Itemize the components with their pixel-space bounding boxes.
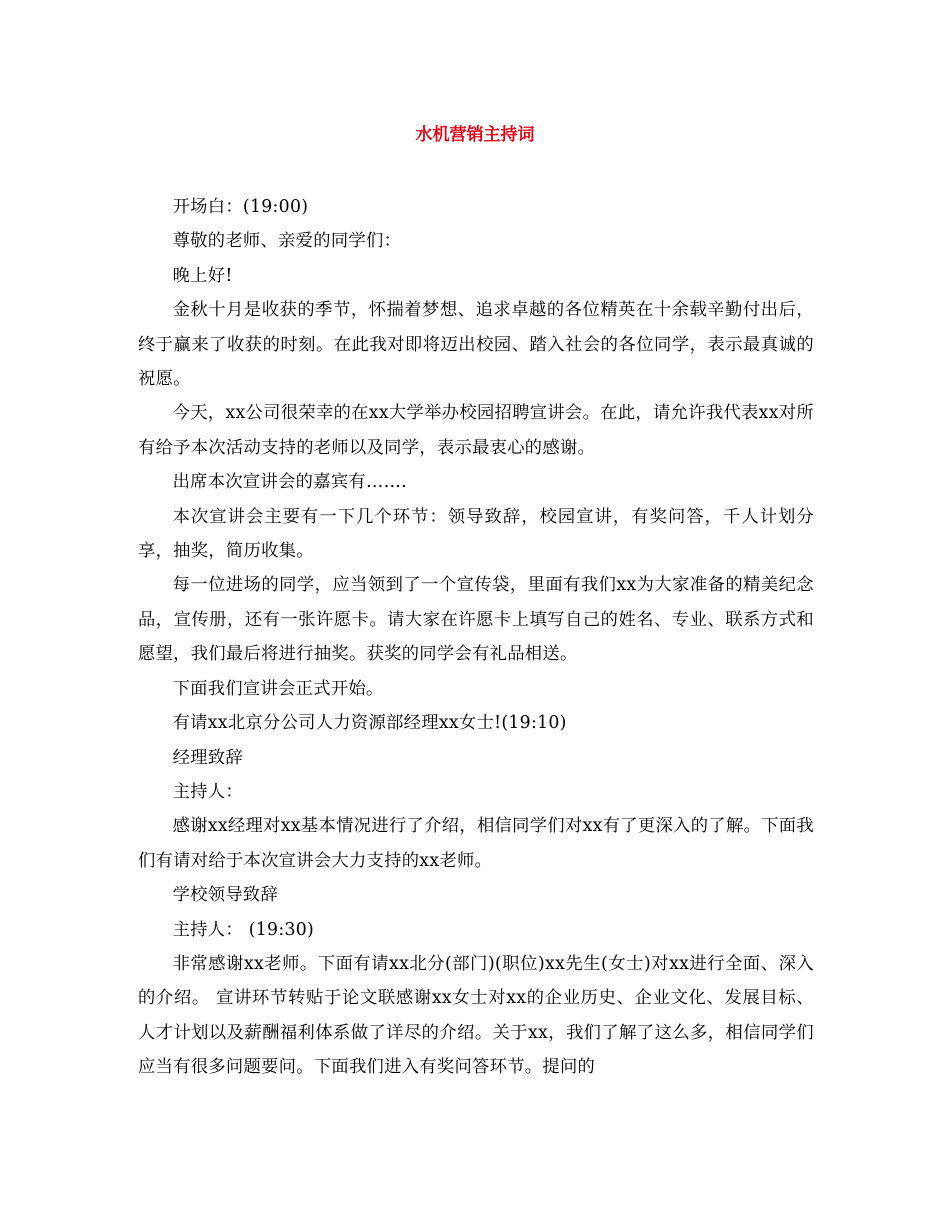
document-body xyxy=(138,190,814,1085)
paragraph-guests: 出席本次宣讲会的嘉宾有……. xyxy=(172,472,407,493)
paragraph-agenda: 本次宣讲会主要有一下几个环节：领导致辞，校园宣讲，有奖问答，千人计划分享，抽奖，简历收集。 xyxy=(138,506,814,562)
paragraph-thank-manager: 感谢xx经理对xx基本情况进行了介绍，相信同学们对xx有了更深入的了解。下面我们有请对给于本次宣讲会大力支持的xx老师。 xyxy=(138,816,814,871)
paragraph-school-speech: 学校领导致辞 xyxy=(172,885,279,906)
paragraph-host-2: 主持人： (19:30) xyxy=(172,919,315,940)
paragraph-gift-bag: 每一位进场的同学，应当领到了一个宣传袋，里面有我们xx为大家准备的精美纪念品，宣传册，还有一张许愿卡。请大家在许愿卡上填写自己的姓名、专业、联系方式和愿望，我们最后将进行抽奖。获奖的同学会有礼品相送。 xyxy=(138,575,814,665)
paragraph-invite-manager: 有请xx北京分公司人力资源部经理xx女士!(19:10) xyxy=(172,713,567,734)
paragraph-opening: 开场白：(19:00) xyxy=(172,197,309,217)
paragraph-start: 下面我们宣讲会正式开始。 xyxy=(172,678,384,699)
document-title: 水机营销主持词 xyxy=(415,125,535,145)
paragraph-host-1: 主持人： xyxy=(172,781,243,802)
paragraph-intro: 金秋十月是收获的季节，怀揣着梦想、追求卓越的各位精英在十余载辛勤付出后，终于赢来了收获的时刻。在此我对即将迈出校园、踏入社会的各位同学，表示最真诚的祝愿。 xyxy=(138,300,814,390)
paragraph-manager-speech: 经理致辞 xyxy=(172,747,243,768)
paragraph-greeting: 晚上好! xyxy=(172,265,233,286)
paragraph-presentation: 非常感谢xx老师。下面有请xx北分(部门)(职位)xx先生(女士)对xx进行全面、深入的介绍。 宣讲环节转贴于论文联感谢xx女士对xx的企业历史、企业文化、发展目标、人才计划以及薪酬福利体系做了详尽的介绍。关于xx，我们了解了这么多，相信同学们应当有很多问题要问。下面我们进入有奖问答环节。提问的 xyxy=(138,953,814,1078)
paragraph-thanks: 今天，xx公司很荣幸的在xx大学举办校园招聘宣讲会。在此，请允许我代表xx对所有给予本次活动支持的老师以及同学，表示最衷心的感谢。 xyxy=(138,403,814,458)
paragraph-salutation: 尊敬的老师、亲爱的同学们： xyxy=(172,231,402,252)
